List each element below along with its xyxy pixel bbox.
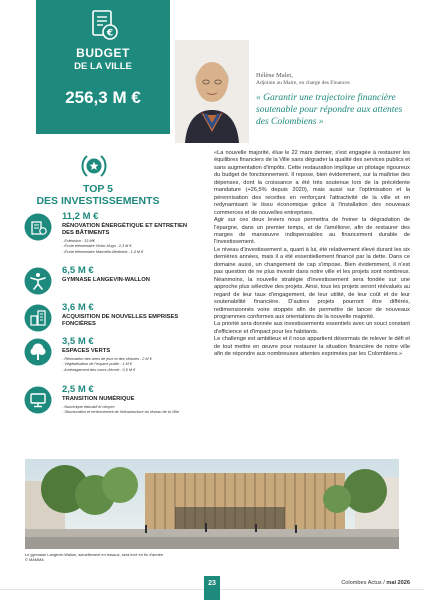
investment-amount: 6,5 M € [62, 265, 94, 276]
article-paragraph: «La nouvelle majorité, élue le 22 mars dernier, s'est engagée à restaurer les équilibres financiers de la Ville sans dégrader la qualité des services publics et sans augmentation d'impôts. Cette restauration implique un pilotage rigoureux du budget de fonctionnement. Il repose, bien évidemment, sur la maîtrise des dépenses, dont la croissance a été très soutenue lors de la précédente mandature (+26,5% depuis 2020), mais aussi sur l'optimisation et la pérennisation des recettes en renforçant l'attractivité de la ville et en redynamisant le tissu économique grâce à l'installation des nouveaux commerces et de nouvelles entreprises. [214, 150, 410, 216]
budget-document-icon [86, 8, 120, 42]
article-paragraph: La priorité sera donnée aux investissements essentiels avec un souci constant d'efficience et d'impact pour les habitants. [214, 321, 410, 335]
investment-amount: 3,5 M € [62, 336, 94, 347]
investment-detail-line: - Numérique éducatif et citoyen [62, 405, 115, 409]
investment-details [62, 357, 190, 373]
gymnasium-image [25, 459, 399, 549]
top5-title-line2: DES INVESTISSEMENTS [36, 195, 160, 207]
footer-publication [341, 580, 410, 586]
quote-author-name: Hélène Malet, [256, 72, 293, 79]
investment-item [24, 211, 188, 263]
investment-item [24, 336, 184, 382]
investment-label: ESPACES VERTS [62, 348, 111, 354]
star-laurel-icon [78, 150, 110, 182]
investment-amount: 3,6 M € [62, 302, 94, 313]
publication-name: Colombes Actus / [341, 580, 387, 586]
photo-caption [25, 552, 285, 563]
investment-amount: 2,5 M € [62, 384, 94, 395]
investment-details [62, 239, 190, 255]
investment-detail-line: - Rénovation des aires de jeux et des clôtures : 2 M € [62, 357, 152, 361]
investment-detail-line: - École élémentaire Marcellin-Berthelot : 1,4 M € [62, 249, 144, 254]
budget-box [36, 0, 170, 134]
top5-title-line1: TOP 5 [83, 183, 113, 195]
issue-date: mai 2026 [386, 580, 410, 586]
article-paragraph: Le challenge est ambitieux et il nous appartient désormais de relever le défi et de tout mettre en œuvre pour restaurer la situation financière de notre ville afin de répondre aux nombreuses attentes exprimées par les Colombiens.» [214, 336, 410, 358]
quote-author-role: Adjointe au Maire, en charge des Finances [256, 80, 350, 86]
budget-title: BUDGET [76, 46, 130, 60]
portrait-photo [175, 40, 249, 143]
investment-detail-line: - École élémentaire Victor-Hugo : 2,3 M € [62, 244, 132, 249]
buildings-icon [24, 304, 52, 332]
investment-label: TRANSITION NUMÉRIQUE [62, 396, 135, 402]
portrait-image [175, 40, 249, 143]
article-paragraph: Le niveau d'investissement a, quant à lui, été relativement élevé durant les six dernières années, mais il a été essentiellement financé par la dette. Dans ce domaine aussi, un changement de cap s'impose. Bien évidemment, il n'est pas question de ne plus investir dans notre ville et les projets sont nombreux. Néanmoins, la nouvelle stratégie d'investissement sera fondée sur une approche plus sélective des projets. Ainsi, tous les projets seront réévalués au regard de leur taux d'engagement, de leur utilité, de leur coût et de leur soutenabilité financière. D'autres projets pourront être différés, redimensionnés voire stoppés afin de permettre de lancer de nouveaux programmes conformes aux orientations de la nouvelle majorité. [214, 246, 410, 320]
gymnasium-photo [25, 459, 399, 549]
quote-text: « Garantir une trajectoire financière soutenable pour répondre aux attentes des Colombiens » [256, 93, 403, 127]
investment-label: ACQUISITION DE NOUVELLES EMPRISES FONCIÈRES [62, 314, 179, 327]
building-gear-icon [24, 213, 52, 241]
monitor-icon [24, 386, 52, 414]
photo-caption-text: Le gymnase Langevin-Wallon, actuellement en travaux, sera livré en fin d'année. [25, 552, 165, 557]
budget-amount: 256,3 M € [65, 88, 141, 107]
investment-amount: 11,2 M € [62, 211, 99, 222]
budget-subtitle: DE LA VILLE [74, 61, 132, 72]
investment-item [24, 265, 184, 295]
investment-detail-line: - Aménagement des cours d'école : 0,5 M € [62, 367, 136, 372]
investment-item [24, 302, 184, 334]
svg-text:€: € [106, 28, 114, 39]
investment-item [24, 384, 184, 430]
top5-title [36, 183, 160, 207]
investment-detail-line: - Végétalisation de l'espace public : 1 M € [62, 362, 132, 367]
investment-detail-line: - Structuration et renforcement de l'infrastructure du réseau de la Ville [62, 410, 179, 415]
investment-label: GYMNASE LANGEVIN-WALLON [62, 277, 150, 283]
page-number: 23 [204, 576, 220, 600]
photo-credit: © MAMMA [25, 557, 44, 563]
article-paragraph: Agir sur ces deux leviers nous permettra de freiner la dégradation de l'épargne, dans un premier temps, et de l'améliorer, afin de restaurer des marges de manœuvre indispensables au financement durable de l'investissement. [214, 217, 410, 246]
investment-details [62, 405, 190, 416]
article-body [214, 150, 410, 359]
investment-detail-line: - Extension : 33 M€ [62, 239, 95, 243]
tree-icon [24, 338, 52, 366]
investment-label: RÉNOVATION ÉNERGÉTIQUE ET ENTRETIEN DES BÂTIMENTS [62, 223, 188, 236]
gymnastics-icon [24, 267, 52, 295]
quote-block [256, 72, 416, 128]
